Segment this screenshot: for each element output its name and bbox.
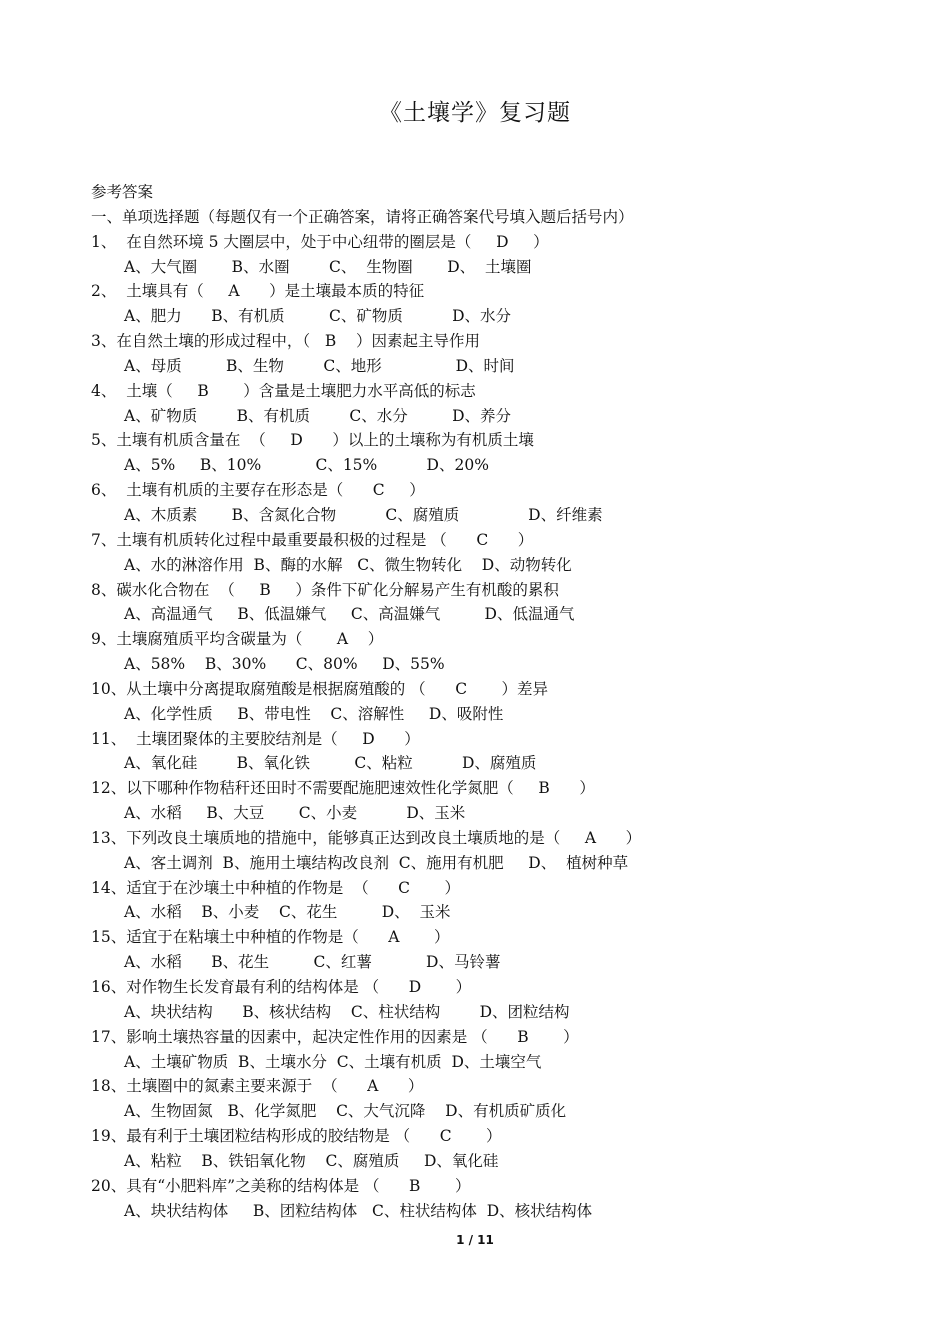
answer-options-line: A、木质素 B、含氮化合物 C、腐殖质 D、纤维素	[124, 505, 603, 524]
question-line: 12、以下哪种作物秸秆还田时不需要配施肥速效性化学氮肥（ B ）	[91, 779, 595, 798]
question-line: 16、对作物生长发育最有利的结构体是 （ D ）	[91, 978, 472, 996]
answer-options-line: A、母质 B、生物 C、地形 D、时间	[124, 356, 515, 375]
question-line: 7、土壤有机质转化过程中最重要最积极的过程是 （ C ）	[91, 530, 534, 549]
answer-options-line: A、水的淋溶作用 B、酶的水解 C、微生物转化 D、动物转化	[124, 555, 572, 574]
answer-options-line: A、矿物质 B、有机质 C、水分 D、养分	[124, 406, 512, 425]
answer-options-line: A、粘粒 B、铁铝氧化物 C、腐殖质 D、氧化硅	[124, 1151, 499, 1170]
question-line: 2、 土壤具有（ A ）是土壤最本质的特征	[91, 282, 425, 301]
answer-options-line: A、水稻 B、大豆 C、小麦 D、玉米	[124, 804, 466, 823]
question-line: 一、单项选择题（每题仅有一个正确答案，请将正确答案代号填入题后括号内）	[91, 207, 634, 226]
question-line: 参考答案	[91, 183, 154, 201]
question-line: 3、在自然土壤的形成过程中，（ B ）因素起主导作用	[91, 332, 480, 351]
question-line: 18、土壤圈中的氮素主要来源于 （ A ）	[91, 1077, 424, 1096]
answer-options-line: A、高温通气 B、低温嫌气 C、高温嫌气 D、低温通气	[124, 605, 575, 624]
answer-options-line: A、化学性质 B、带电性 C、溶解性 D、吸附性	[124, 704, 504, 723]
question-line: 9、土壤腐殖质平均含碳量为（ A ）	[91, 630, 384, 649]
answer-options-line: A、大气圈 B、水圈 C、 生物圈 D、 土壤圈	[124, 257, 532, 276]
question-line: 19、最有利于土壤团粒结构形成的胶结物是 （ C ）	[91, 1127, 502, 1146]
answer-options-line: A、水稻 B、小麦 C、花生 D、 玉米	[124, 903, 451, 922]
answer-options-line: A、块状结构体 B、团粒结构体 C、柱状结构体 D、核状结构体	[124, 1201, 593, 1220]
question-line: 13、下列改良土壤质地的措施中，能够真正达到改良土壤质地的是（ A ）	[91, 828, 642, 847]
answer-options-line: A、5% B、10% C、15% D、20%	[124, 456, 489, 475]
answer-options-line: A、水稻 B、花生 C、红薯 D、马铃薯	[124, 953, 501, 972]
page-title: 《土壤学》复习题	[379, 100, 571, 126]
answer-options-line: A、肥力 B、有机质 C、矿物质 D、水分	[124, 307, 512, 326]
question-line: 10、从土壤中分离提取腐殖酸是根据腐殖酸的 （ C ）差异	[91, 679, 549, 698]
question-line: 8、碳水化合物在 （ B ）条件下矿化分解易产生有机酸的累积	[91, 580, 559, 599]
answer-options-line: A、块状结构 B、核状结构 C、柱状结构 D、团粒结构	[124, 1002, 570, 1021]
question-line: 4、 土壤（ B ）含量是土壤肥力水平高低的标志	[91, 381, 476, 400]
question-line: 6、 土壤有机质的主要存在形态是（ C ）	[91, 481, 425, 500]
question-line: 11、 土壤团聚体的主要胶结剂是（ D ）	[91, 729, 420, 748]
question-line: 5、土壤有机质含量在 （ D ）以上的土壤称为有机质土壤	[91, 431, 534, 450]
document-body	[91, 180, 891, 1223]
question-line: 1、 在自然环境 5 大圈层中，处于中心纽带的圈层是（ D ）	[91, 232, 549, 251]
answer-options-line: A、氧化硅 B、氧化铁 C、粘粒 D、腐殖质	[124, 754, 537, 773]
answer-options-line: A、58% B、30% C、80% D、55%	[124, 655, 445, 674]
page-number: 1 / 11	[456, 1233, 494, 1247]
question-line: 17、影响土壤热容量的因素中，起决定性作用的因素是 （ B ）	[91, 1027, 579, 1046]
question-line: 20、具有“小肥料库”之美称的结构体是 （ B ）	[91, 1176, 471, 1195]
question-line: 14、适宜于在沙壤土中种植的作物是 （ C ）	[91, 878, 460, 897]
answer-options-line: A、客土调剂 B、施用土壤结构改良剂 C、施用有机肥 D、 植树种草	[124, 853, 629, 872]
answer-options-line: A、土壤矿物质 B、土壤水分 C、土壤有机质 D、土壤空气	[124, 1052, 542, 1071]
question-line: 15、适宜于在粘壤土中种植的作物是（ A ）	[91, 928, 450, 947]
answer-options-line: A、生物固氮 B、化学氮肥 C、大气沉降 D、有机质矿质化	[124, 1102, 567, 1121]
